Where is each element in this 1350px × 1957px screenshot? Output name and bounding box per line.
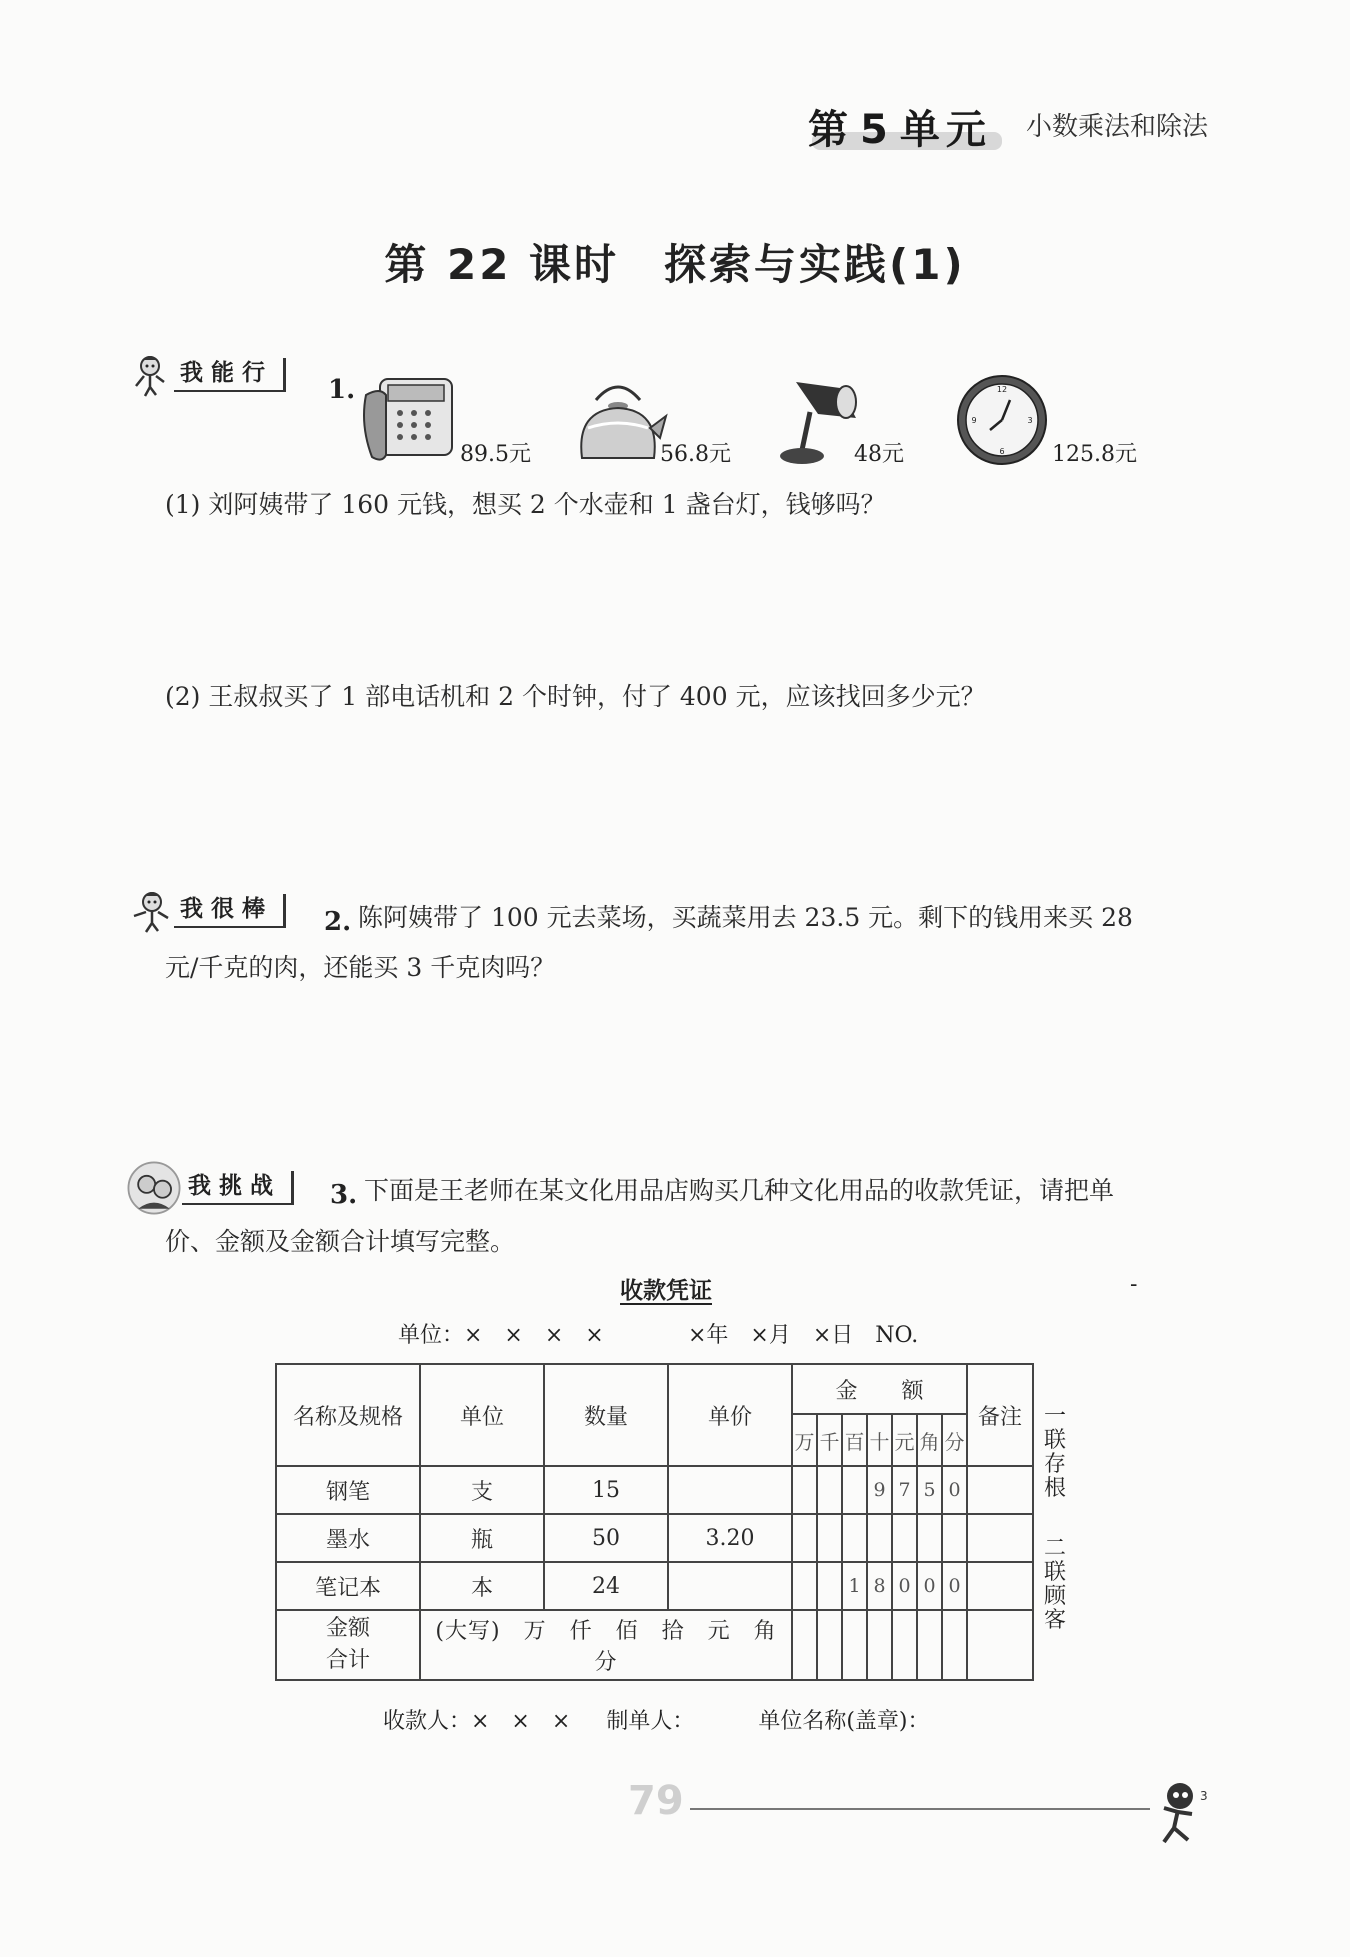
digit-header: 百 bbox=[842, 1414, 867, 1466]
desk-lamp-icon bbox=[776, 372, 866, 468]
total-digit[interactable] bbox=[917, 1610, 942, 1680]
svg-text:3: 3 bbox=[1027, 416, 1033, 425]
mascot-kids-icon bbox=[126, 1160, 182, 1216]
unit-suffix: 单元 bbox=[899, 107, 992, 153]
row-digit[interactable] bbox=[842, 1514, 867, 1562]
section3-badge bbox=[126, 1160, 294, 1216]
row-digit[interactable] bbox=[917, 1514, 942, 1562]
telephone-price: 89.5元 bbox=[460, 442, 531, 467]
question-3-number: 3. bbox=[330, 1180, 358, 1210]
row-digit[interactable] bbox=[792, 1466, 817, 1514]
row-unit: 本 bbox=[420, 1562, 544, 1610]
desk-lamp-price: 48元 bbox=[854, 442, 904, 467]
row-digit[interactable] bbox=[867, 1514, 892, 1562]
question-3-line-2: 价、金额及金额合计填写完整。 bbox=[165, 1227, 516, 1256]
page-footer-line bbox=[690, 1808, 1150, 1810]
header-amount: 金 额 bbox=[792, 1364, 967, 1414]
section2-badge-label: 我很棒 bbox=[174, 894, 286, 928]
row-digit: 7 bbox=[892, 1466, 917, 1514]
digit-header: 分 bbox=[942, 1414, 967, 1466]
footer-maker: 制单人： bbox=[606, 1709, 695, 1734]
total-digit[interactable] bbox=[892, 1610, 917, 1680]
total-digit[interactable] bbox=[867, 1610, 892, 1680]
svg-text:6: 6 bbox=[999, 447, 1005, 456]
receipt-title: 收款凭证 bbox=[620, 1277, 712, 1304]
row-digit[interactable] bbox=[792, 1514, 817, 1562]
digit-header: 十 bbox=[867, 1414, 892, 1466]
header-name: 名称及规格 bbox=[276, 1364, 420, 1466]
question-2-line-1: 陈阿姨带了 100 元去菜场，买蔬菜用去 23.5 元。剩下的钱用来买 28 bbox=[358, 903, 1133, 932]
row-digit[interactable] bbox=[892, 1514, 917, 1562]
mascot-runner-icon bbox=[1148, 1778, 1218, 1850]
row-digit: 8 bbox=[867, 1562, 892, 1610]
total-label-line-1: 金额 bbox=[325, 1616, 370, 1641]
total-note bbox=[967, 1610, 1033, 1680]
receipt-unit-label: 单位：× × × × bbox=[398, 1323, 604, 1348]
clock-price: 125.8元 bbox=[1052, 442, 1137, 467]
question-2-number: 2. bbox=[324, 907, 352, 937]
question-1-part-1: (1) 刘阿姨带了 160 元钱，想买 2 个水壶和 1 盏台灯，钱够吗？ bbox=[165, 490, 886, 519]
footer-seal: 单位名称(盖章)： bbox=[758, 1709, 930, 1734]
digit-header: 元 bbox=[892, 1414, 917, 1466]
kettle-price: 56.8元 bbox=[660, 442, 731, 467]
unit-subtitle: 小数乘法和除法 bbox=[1026, 112, 1209, 142]
page-number: 79 bbox=[628, 1778, 684, 1824]
row-note bbox=[967, 1514, 1033, 1562]
lesson-title: 第 22 课时 探索与实践(1) bbox=[384, 240, 966, 289]
unit-label bbox=[808, 98, 992, 155]
total-label bbox=[276, 1610, 420, 1680]
svg-text:12: 12 bbox=[996, 385, 1008, 394]
unit-prefix: 第 bbox=[808, 107, 854, 153]
receipt-footer bbox=[383, 1704, 930, 1735]
section1-badge-label: 我能行 bbox=[174, 358, 286, 392]
row-digit[interactable] bbox=[817, 1514, 842, 1562]
row-name: 墨水 bbox=[276, 1514, 420, 1562]
row-digit[interactable] bbox=[942, 1514, 967, 1562]
receipt-dash: - bbox=[1130, 1272, 1138, 1297]
header-unit: 单位 bbox=[420, 1364, 544, 1466]
row-digit: 0 bbox=[942, 1562, 967, 1610]
stub-label-2: 二联顾客 bbox=[1043, 1536, 1066, 1633]
row-note bbox=[967, 1562, 1033, 1610]
row-digit: 9 bbox=[867, 1466, 892, 1514]
question-1-number: 1. bbox=[328, 375, 356, 405]
digit-header: 千 bbox=[817, 1414, 842, 1466]
row-unit: 支 bbox=[420, 1466, 544, 1514]
row-note bbox=[967, 1466, 1033, 1514]
section3-badge-label: 我挑战 bbox=[182, 1171, 294, 1205]
row-digit[interactable] bbox=[842, 1466, 867, 1514]
total-digit[interactable] bbox=[842, 1610, 867, 1680]
stub-label-1: 一联存根 bbox=[1043, 1404, 1066, 1501]
question-1-part-2: (2) 王叔叔买了 1 部电话机和 2 个时钟，付了 400 元，应该找回多少元？ bbox=[165, 682, 986, 711]
row-name: 钢笔 bbox=[276, 1466, 420, 1514]
row-digit: 0 bbox=[917, 1562, 942, 1610]
section1-badge bbox=[128, 352, 286, 398]
receipt-date-label: ×年 ×月 ×日 NO. bbox=[688, 1323, 919, 1348]
row-digit: 5 bbox=[917, 1466, 942, 1514]
question-2-line-2: 元/千克的肉，还能买 3 千克肉吗？ bbox=[165, 953, 556, 982]
table-row bbox=[276, 1514, 1033, 1562]
header-note: 备注 bbox=[967, 1364, 1033, 1466]
header-price: 单价 bbox=[668, 1364, 792, 1466]
receipt-meta bbox=[398, 1318, 958, 1349]
total-digit[interactable] bbox=[942, 1610, 967, 1680]
total-capital-field[interactable]: (大写) 万 仟 佰 拾 元 角 分 bbox=[420, 1610, 792, 1680]
row-name: 笔记本 bbox=[276, 1562, 420, 1610]
receipt-stub-labels bbox=[1042, 1405, 1068, 1633]
row-price-field[interactable] bbox=[668, 1466, 792, 1514]
mascot-girl-icon bbox=[128, 888, 174, 934]
unit-number: 5 bbox=[860, 107, 894, 153]
row-price-field[interactable] bbox=[668, 1562, 792, 1610]
digit-header: 万 bbox=[792, 1414, 817, 1466]
row-price: 3.20 bbox=[668, 1514, 792, 1562]
section2-badge bbox=[128, 888, 286, 934]
svg-text:9: 9 bbox=[971, 416, 977, 425]
mascot-girl-icon bbox=[128, 352, 174, 398]
row-digit[interactable] bbox=[817, 1466, 842, 1514]
row-digit: 0 bbox=[942, 1466, 967, 1514]
row-qty: 15 bbox=[544, 1466, 668, 1514]
row-digit[interactable] bbox=[817, 1562, 842, 1610]
svg-text:3: 3 bbox=[1200, 1789, 1208, 1803]
telephone-icon bbox=[358, 375, 458, 467]
total-digit[interactable] bbox=[817, 1610, 842, 1680]
row-digit: 0 bbox=[892, 1562, 917, 1610]
table-row bbox=[276, 1466, 1033, 1514]
total-label-line-2: 合计 bbox=[325, 1648, 370, 1673]
row-digit: 1 bbox=[842, 1562, 867, 1610]
table-row bbox=[276, 1562, 1033, 1610]
digit-header: 角 bbox=[917, 1414, 942, 1466]
header-qty: 数量 bbox=[544, 1364, 668, 1466]
footer-cashier: 收款人：× × × bbox=[383, 1709, 571, 1734]
total-row bbox=[276, 1610, 1033, 1680]
kettle-icon bbox=[568, 378, 668, 468]
row-digit[interactable] bbox=[792, 1562, 817, 1610]
row-unit: 瓶 bbox=[420, 1514, 544, 1562]
receipt-table bbox=[275, 1363, 1034, 1681]
row-qty: 50 bbox=[544, 1514, 668, 1562]
question-3-line-1: 下面是王老师在某文化用品店购买几种文化用品的收款凭证，请把单 bbox=[364, 1176, 1115, 1205]
clock-icon bbox=[954, 372, 1050, 468]
row-qty: 24 bbox=[544, 1562, 668, 1610]
